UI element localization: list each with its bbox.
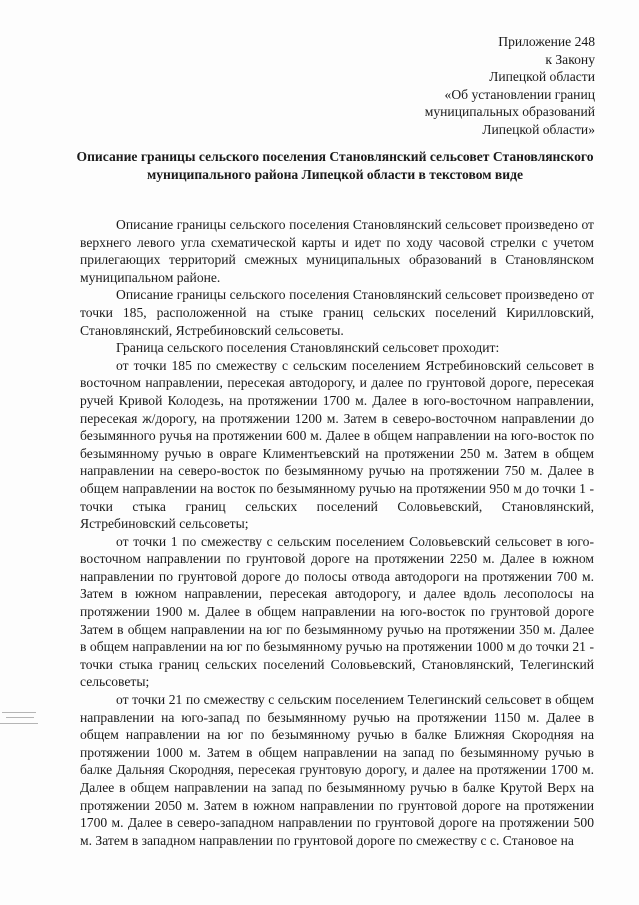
- appendix-header: [425, 33, 595, 139]
- paragraph: от точки 21 по смежеству с сельским поселением Телегинский сельсовет в общем направлении на юго-запад по безымянному ручью на протяжении 1150 м. Далее в общем направлении на юг по безымянному ручью в балке Ближняя Скородняя на протяжении 1000 м. Затем в общем направлении на запад по безымянному ручью в балке Дальняя Скородняя, пересекая грунтовую дорогу, и далее на протяжении 1700 м. Далее в общем направлении на запад по безымянному ручью в балке Крутой Верх на протяжении 2050 м. Затем в южном направлении по грунтовой дороге на протяжении 1700 м. Далее в северо-западном направлении по грунтовой дороге на протяжении 500 м. Затем в западном направлении по грунтовой дороге по смежеству с с. Становое на: [80, 692, 594, 848]
- appendix-line: Липецкой области»: [482, 121, 595, 137]
- paragraph: Описание границы сельского поселения Становлянский сельсовет произведено от точки 185, расположенной на стыке границ сельских поселений Кирилловский, Становлянский, Ястребиновский сельсоветы.: [80, 287, 594, 338]
- paragraph: от точки 185 по смежеству с сельским поселением Ястребиновский сельсовет в восточном направлении, пересекая автодорогу, и далее по грунтовой дороге, пересекая ручей Кривой Колодезь, на протяжении 1700 м. Далее в юго-восточном направлении, пересекая ж/дорогу, на протяжении 1200 м. Затем в северо-восточном направлении до безымянного ручья на протяжении 600 м. Далее в общем направлении на юго-восток по безымянному ручью в овраге Климентьевский на протяжении 250 м. Затем в общем направлении на северо-восток по безымянному ручью на протяжении 750 м. Далее в общем направлении на восток по безымянному ручью на протяжении 950 м до точки 1 - точки стыка границ сельских поселений Соловьевский, Становлянский, Ястребиновский сельсоветы;: [80, 357, 594, 532]
- paragraph: Описание границы сельского поселения Становлянский сельсовет произведено от верхнего левого угла схематической карты и идет по ходу часовой стрелки с учетом прилегающих территорий смежных муниципальных образований в Становлянском муниципальном районе.: [80, 217, 594, 285]
- appendix-line: «Об установлении границ: [444, 86, 595, 102]
- appendix-line: к Закону: [545, 51, 595, 67]
- appendix-line: Приложение 248: [498, 34, 595, 49]
- paragraph: от точки 1 по смежеству с сельским поселением Соловьевский сельсовет в юго-восточном направлении по грунтовой дороге на протяжении 2250 м. Далее в южном направлении по грунтовой дороге до полосы отвода автодороги на протяжении 700 м. Затем в южном направлении, пересекая автодорогу, и далее вдоль лесополосы на протяжении 1900 м. Далее в общем направлении на юго-восток по грунтовой дороге Затем в общем направлении на юг по безымянному ручью на протяжении 350 м. Далее в общем направлении на юг по безымянному ручью на протяжении 1000 м до точки 21 - точки стыка границ сельских поселений Соловьевский, Становлянский, Телегинский сельсоветы;: [80, 533, 594, 690]
- document-body: [80, 216, 594, 849]
- paragraph: Граница сельского поселения Становлянский сельсовет проходит:: [116, 340, 500, 356]
- appendix-line: муниципальных образований: [424, 104, 595, 120]
- appendix-line: Липецкой области: [489, 69, 595, 85]
- scan-artifact: [0, 708, 40, 732]
- document-title: Описание границы сельского поселения Становлянский сельсовет Становлянского муниципального района Липецкой области в текстовом виде: [76, 149, 594, 182]
